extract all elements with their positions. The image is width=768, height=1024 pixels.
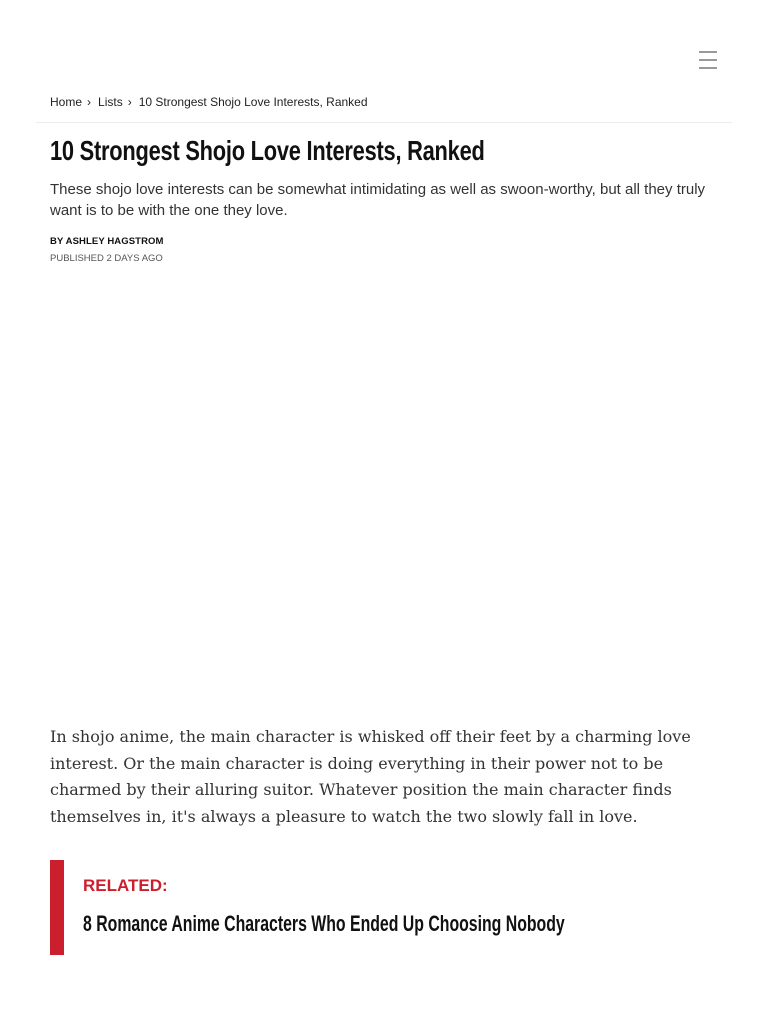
breadcrumb-separator: › <box>87 95 92 109</box>
related-article-box <box>50 860 730 955</box>
related-label: RELATED: <box>83 876 168 895</box>
header-divider <box>36 122 732 123</box>
byline-prefix: BY <box>50 236 64 247</box>
article-subtitle: These shojo love interests can be somewhat intimidating as well as swoon-worthy, but all they truly want is to be with the one they love. <box>50 181 706 219</box>
byline <box>50 236 164 247</box>
breadcrumb-current[interactable]: 10 Strongest Shojo Love Interests, Ranked <box>138 95 368 109</box>
site-header <box>0 0 768 90</box>
author-link[interactable]: ASHLEY HAGSTROM <box>65 236 164 247</box>
hero-image-placeholder <box>50 285 718 695</box>
hamburger-menu-icon[interactable] <box>696 48 722 72</box>
published-date: PUBLISHED 2 DAYS AGO <box>50 253 163 264</box>
breadcrumb-lists[interactable]: Lists <box>98 95 123 109</box>
related-accent-bar <box>50 860 64 955</box>
page-title: 10 Strongest Shojo Love Interests, Ranked <box>50 135 485 166</box>
article-intro: In shojo anime, the main character is whisked off their feet by a charming love interest. Or the main character is doing everything in their power not to be charmed by their alluring suitor. Whatever position the main character finds themselves in, it's always a pleasure to watch the two slowly fall in love. <box>50 727 691 826</box>
breadcrumb-home[interactable]: Home <box>50 95 83 109</box>
breadcrumb-separator: › <box>127 95 132 109</box>
breadcrumb <box>50 95 368 109</box>
related-article-link[interactable]: 8 Romance Anime Characters Who Ended Up Choosing Nobody <box>83 911 565 936</box>
